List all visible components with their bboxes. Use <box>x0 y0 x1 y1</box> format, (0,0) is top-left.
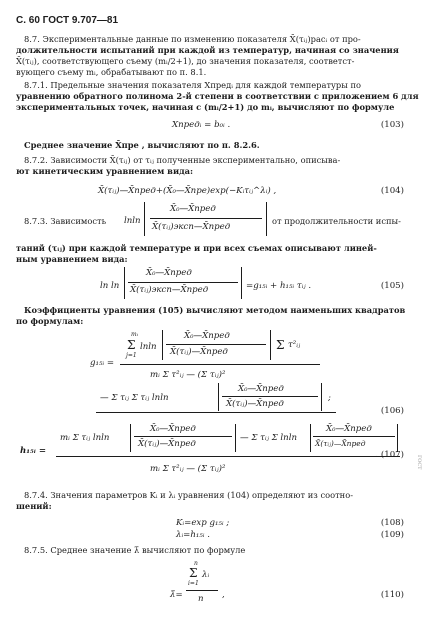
formula-106-frac-num: X̄₀—X̄пред <box>184 331 230 341</box>
document-page: С. 60 ГОСТ 9.707—81 8.7. Экспериментальные данные по изменению показателя X̄(τᵢⱼ)расᵢ от про- должительности испытаний при каждой из температур, начиная со значения X̄(τᵢⱼ), соответствующего съему (mᵢ/2+1), до значения показателя, соответст- вующего съему mᵢ, обрабатывают по п. 8.1. 8.7.1. Предельные значения показателя Xпредᵢ для каждой температуры по уравнению обратного полинома 2-й степени в соответствии с приложением 6 для экспериментальных точек, начиная с (mᵢ/2+1) до mᵢ, вычисляют по формуле Xпредᵢ = b₀ᵢ . (103) Среднее значение X̄пре , вычисляют по п. 8.2.6. 8.7.2. Зависимости X̄(τᵢⱼ) от τᵢⱼ полученные экспериментально, описыва- ют кинетическим уравнением вида: X̄(τᵢⱼ)—X̄пред+(X̄₀—X̄пре)exp(−Kᵢτᵢⱼ^λᵢ) , (104) 8.7.3. Зависимость lnln X̄₀—X̄пред X̄(τᵢⱼ)эксп—X̄пред от продолжительности испы- таний (τᵢⱼ) при каждой температуре и при всех съемах описывают линей- ным уравнением вида: ln ln X̄₀—X̄пред X̄(τᵢⱼ)эксп—X̄пред =g₁₅ᵢ + h₁₅ᵢ τᵢⱼ . (105) Коэффициенты уравнения (105) вычисляют методом наименьших квадратов по формулам: g₁₅ᵢ = mᵢ Σ j=1 lnln X̄₀—X̄пред X̄(τᵢⱼ)—X̄пред Σ τ²ᵢⱼ mᵢ Σ τ²ᵢⱼ — (Σ τᵢⱼ)² — Σ τᵢⱼ Σ τᵢⱼ lnln X̄₀—X̄пред X̄(τᵢⱼ)—X̄пред ; (106) h₁₅ᵢ = mᵢ Σ τᵢⱼ lnln X̄₀—X̄пред X̄(τᵢⱼ)—X̄пред — Σ τᵢⱼ Σ lnln X̄₀—X̄пред X̄(τᵢⱼ)—X̄пред mᵢ Σ τ²ᵢⱼ — (Σ τᵢⱼ)² . (107) 8.7.4. Значения параметров Kᵢ и λᵢ уравнения (104) определяют из соотно- шений: Kᵢ=exp g₁₅ᵢ ; (108) λᵢ=h₁₅ᵢ . (109) 8.7.5. Среднее значение λ̄ вычисляют по формуле λ̄= n Σ i=1 λᵢ n , (110) ГОСТ <box>16 15 422 604</box>
formula-110-lhs: λ̄= <box>170 590 183 600</box>
formula-105-rhs: =g₁₅ᵢ + h₁₅ᵢ τᵢⱼ . <box>246 281 312 291</box>
para-8-7-3-lead: 8.7.3. Зависимость <box>24 216 107 226</box>
para-8-7-4-line2: шений: <box>16 501 52 511</box>
formula-105-number: (105) <box>380 281 404 291</box>
formula-107-lhs: h₁₅ᵢ = <box>20 446 47 456</box>
formula-107-denominator: mᵢ Σ τ²ᵢⱼ — (Σ τᵢⱼ)² <box>150 464 226 474</box>
para-8-7-2-line2: ют кинетическим уравнением вида: <box>16 166 194 176</box>
formula-103-number: (103) <box>380 120 404 130</box>
para-8-7-2-line1: 8.7.2. Зависимости X̄(τᵢⱼ) от τᵢⱼ полученные экспериментально, описыва- <box>24 155 341 165</box>
formula-108-number: (108) <box>380 518 404 528</box>
para-8-7-1-line1: 8.7.1. Предельные значения показателя Xпредᵢ для каждой температуры по <box>24 80 361 90</box>
formula-109: λᵢ=h₁₅ᵢ . <box>176 530 210 540</box>
para-8-7-1-line2: уравнению обратного полинома 2-й степени в соответствии с приложением 6 для <box>16 91 419 101</box>
formula-109-number: (109) <box>380 530 404 540</box>
formula-106-denominator: mᵢ Σ τ²ᵢⱼ — (Σ τᵢⱼ)² <box>150 370 226 380</box>
fraction-denominator: X̄(τᵢⱼ)эксп—X̄пред <box>152 222 231 232</box>
coef-line1: Коэффициенты уравнения (105) вычисляют методом наименьших квадратов <box>24 305 406 315</box>
fraction-numerator: X̄₀—X̄пред <box>170 204 216 214</box>
para-8-7-1-line3: экспериментальных точек, начиная с (mᵢ/2+1) до mᵢ, вычисляют по формуле <box>16 102 395 112</box>
formula-106-lhs: g₁₅ᵢ = <box>90 358 115 368</box>
coef-line2: по формулам: <box>16 316 84 326</box>
formula-104-number: (104) <box>380 186 404 196</box>
formula-108: Kᵢ=exp g₁₅ᵢ ; <box>176 518 230 528</box>
formula-110-number: (110) <box>380 590 404 600</box>
para-8-7-4-line1: 8.7.4. Значения параметров Kᵢ и λᵢ уравнения (104) определяют из соотно- <box>24 490 353 500</box>
mean-value-text: Среднее значение X̄пре , вычисляют по п. 8.2.6. <box>24 140 260 150</box>
formula-107-numerator: mᵢ Σ τᵢⱼ lnln <box>60 433 110 443</box>
formula-106-line2: — Σ τᵢⱼ Σ τᵢⱼ lnln <box>100 393 169 403</box>
formula-105-denominator: X̄(τᵢⱼ)эксп—X̄пред <box>130 285 209 295</box>
formula-107-number: . (107) <box>375 450 404 460</box>
formula-106-frac-den: X̄(τᵢⱼ)—X̄пред <box>170 347 228 357</box>
formula-107-mid: — Σ τᵢⱼ Σ lnln <box>240 433 297 443</box>
page-header: С. 60 ГОСТ 9.707—81 <box>16 15 119 26</box>
formula-104: X̄(τᵢⱼ)—X̄пред+(X̄₀—X̄пре)exp(−Kᵢτᵢⱼ^λᵢ) , <box>98 186 277 196</box>
para-8-7-line3: X̄(τᵢⱼ), соответствующего съему (mᵢ/2+1), до значения показателя, соответст- <box>16 56 355 66</box>
formula-105-numerator: X̄₀—X̄пред <box>146 268 192 278</box>
para-8-7-3-tail: от продолжительности испы- <box>272 216 401 226</box>
formula-103: Xпредᵢ = b₀ᵢ . <box>172 120 231 130</box>
para-8-7-line4: вующего съему mᵢ, обрабатывают по п. 8.1. <box>16 67 207 77</box>
para-8-7-5-line1: 8.7.5. Среднее значение λ̄ вычисляют по формуле <box>24 545 246 555</box>
para-8-7-3-line3: ным уравнением вида: <box>16 254 128 264</box>
formula-105-lhs: ln ln <box>100 281 120 291</box>
margin-note: ГОСТ <box>416 455 422 470</box>
lnln-label: lnln <box>124 216 141 226</box>
para-8-7-line1: 8.7. Экспериментальные данные по изменению показателя X̄(τᵢⱼ)расᵢ от про- <box>24 34 361 44</box>
formula-106-number: (106) <box>380 406 404 416</box>
para-8-7-3-line2: таний (τᵢⱼ) при каждой температуре и при всех съемах описывают линей- <box>16 243 377 253</box>
para-8-7-line2: должительности испытаний при каждой из температур, начиная со значения <box>16 45 399 55</box>
